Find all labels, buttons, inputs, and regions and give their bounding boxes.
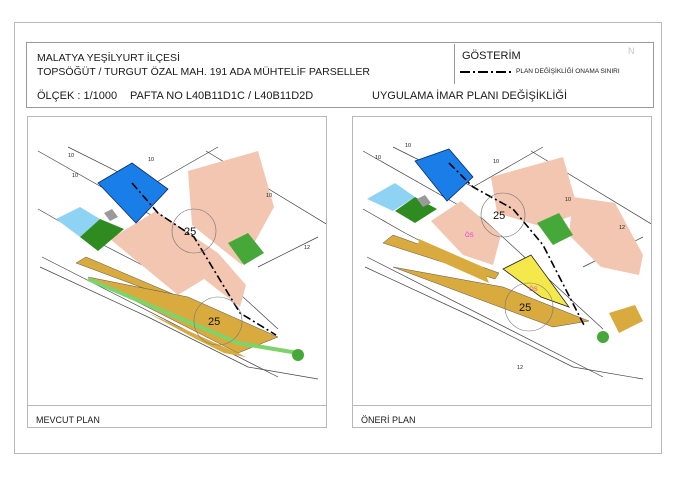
minor-road-label: 10 xyxy=(148,157,155,163)
caption-divider xyxy=(353,405,651,406)
minor-road-label: 12 xyxy=(619,225,626,231)
north-arrow-icon: N xyxy=(628,46,635,56)
minor-road-label: 10 xyxy=(375,155,382,161)
panel-caption-proposed: ÖNERİ PLAN xyxy=(361,415,416,425)
road-width-label: 25 xyxy=(208,316,221,328)
roundabout-green xyxy=(597,331,609,343)
current-plan-map xyxy=(28,117,327,428)
commercial-parcel-east xyxy=(609,305,643,333)
location-subtitle: TOPSÖĞÜT / TURGUT ÖZAL MAH. 191 ADA MÜHTELİF PARSELLER xyxy=(37,66,370,78)
road-width-label: 25 xyxy=(519,302,532,314)
public-facility-area xyxy=(415,149,473,201)
amendment-label: ÖS xyxy=(465,233,474,239)
minor-road-label: 12 xyxy=(517,365,524,371)
minor-road-label: 12 xyxy=(304,245,311,251)
legend-title: GÖSTERİM xyxy=(462,50,521,62)
sheet-number-label: PAFTA NO L40B11D1C / L40B11D2D xyxy=(130,90,314,102)
grey-parcel xyxy=(104,209,118,221)
minor-road-label: 10 xyxy=(266,193,273,199)
minor-road-label: 10 xyxy=(72,173,79,179)
road-width-label: 25 xyxy=(493,210,506,222)
panel-caption-current: MEVCUT PLAN xyxy=(36,415,100,425)
minor-road-label: 10 xyxy=(493,159,500,165)
district-title: MALATYA YEŞİLYURT İLÇESİ xyxy=(37,52,180,64)
scale-label: ÖLÇEK : 1/1000 xyxy=(37,90,118,102)
proposed-plan-panel xyxy=(352,116,652,428)
plan-subject-title: UYGULAMA İMAR PLANI DEĞİŞİKLİĞİ xyxy=(372,90,567,102)
legend-divider xyxy=(454,44,455,84)
proposed-plan-map xyxy=(353,117,652,428)
residential-block-east-large xyxy=(569,197,643,275)
legend-item-label: PLAN DEĞİŞİKLİĞİ ONAMA SINIRI xyxy=(516,68,620,75)
current-plan-panel xyxy=(27,116,327,428)
road-width-label: 25 xyxy=(184,226,197,238)
caption-divider xyxy=(28,405,326,406)
boundary-line-symbol xyxy=(460,68,512,76)
minor-road-label: 10 xyxy=(565,197,572,203)
minor-road-label: 10 xyxy=(68,153,75,159)
minor-road-label: 10 xyxy=(405,143,412,149)
roundabout-green xyxy=(292,349,304,361)
amendment-label: ÖS xyxy=(529,287,538,293)
